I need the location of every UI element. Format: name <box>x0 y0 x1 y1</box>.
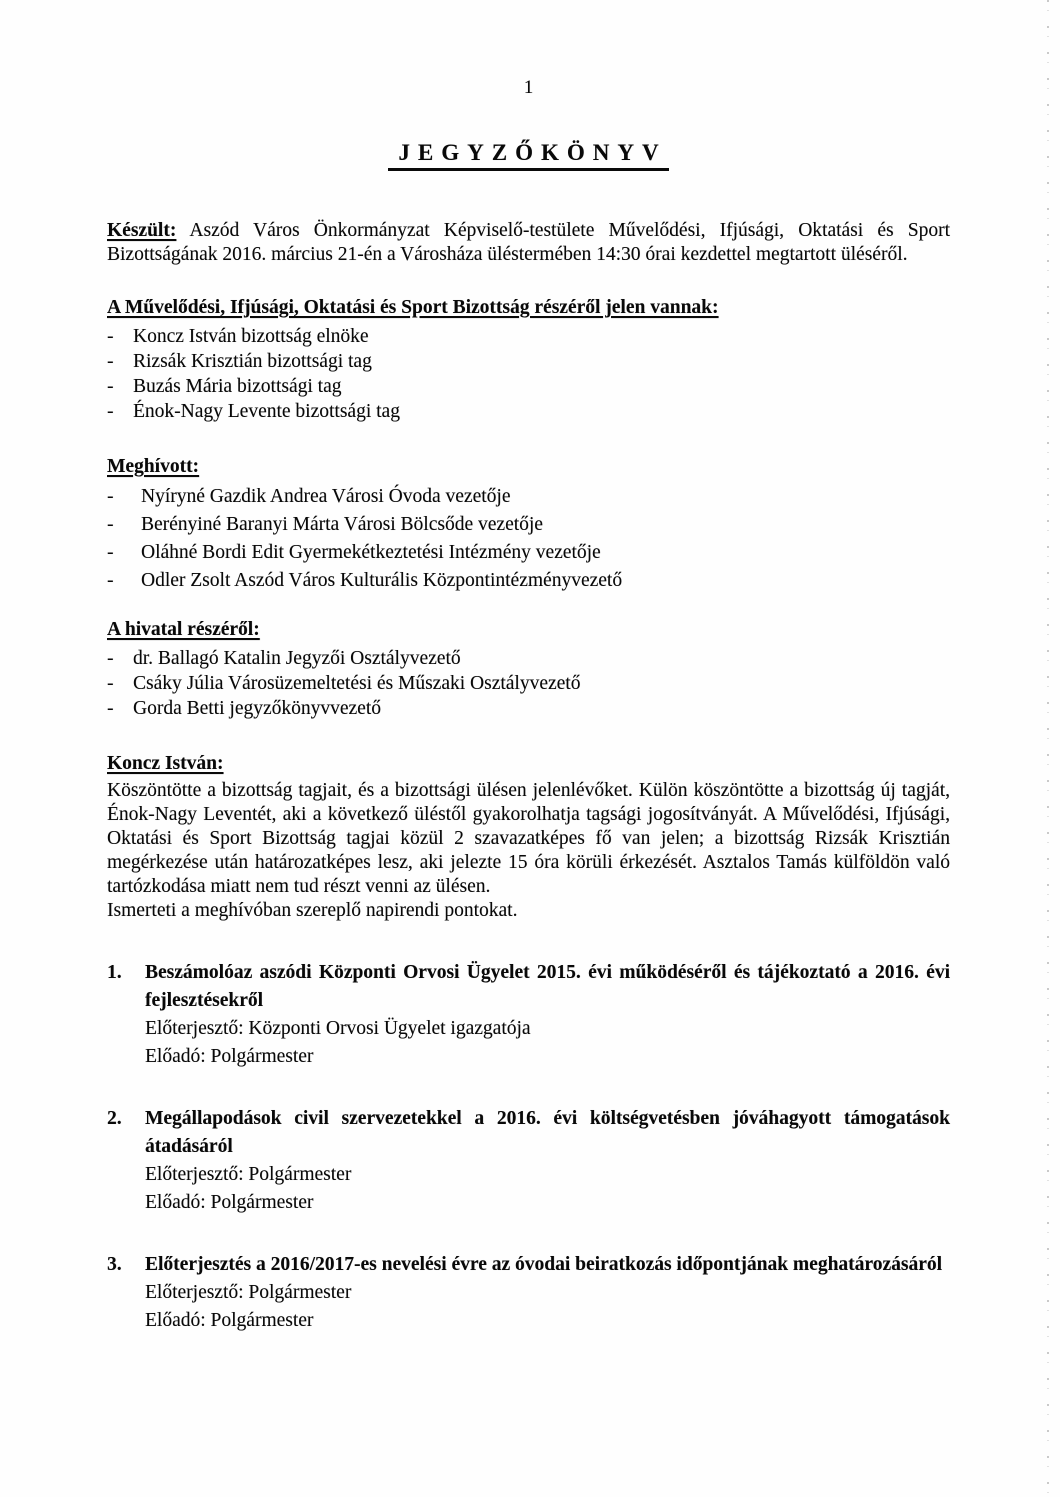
agenda-body <box>145 959 950 1071</box>
list-item-text: Oláhné Bordi Edit Gyermekétkeztetési Intézmény vezetője <box>141 542 601 563</box>
agenda-lecturer: Előadó: Polgármester <box>145 1046 314 1067</box>
speech-note: Ismerteti a meghívóban szereplő napirendi pontokat. <box>107 900 518 921</box>
agenda-lecturer: Előadó: Polgármester <box>145 1310 314 1331</box>
document-title <box>107 140 950 171</box>
list-item-text: Rizsák Krisztián bizottsági tag <box>133 351 372 372</box>
list-item <box>107 483 950 511</box>
list-item <box>107 539 950 567</box>
list-item-text: Csáky Júlia Városüzemeltetési és Műszaki Osztályvezető <box>133 673 581 694</box>
list-item <box>107 374 950 399</box>
dash-marker: - <box>107 376 114 397</box>
list-item-text: Berényiné Baranyi Márta Városi Bölcsőde vezetője <box>141 514 543 535</box>
agenda-title: Előterjesztés a 2016/2017-es nevelési évre az óvodai beiratkozás időpontjának meghatározásáról <box>145 1254 943 1275</box>
dash-marker: - <box>107 542 114 563</box>
dash-marker: - <box>107 514 114 535</box>
list-item <box>107 349 950 374</box>
agenda-presenter: Előterjesztő: Központi Orvosi Ügyelet igazgatója <box>145 1018 531 1039</box>
list-item <box>107 671 950 696</box>
list-item-text: Koncz István bizottság elnöke <box>133 326 369 347</box>
agenda-presenter: Előterjesztő: Polgármester <box>145 1164 352 1185</box>
agenda-body <box>145 1251 950 1335</box>
intro-text: Aszód Város Önkormányzat Képviselő-testülete Művelődési, Ifjúsági, Oktatási és Sport Bizottságának 2016. március 21-én a Városháza üléstermében 14:30 órai kezdettel megtartott üléséről. <box>107 220 950 265</box>
invited-heading: Meghívott: <box>107 456 200 477</box>
agenda-title: Megállapodások civil szervezetekkel a 2016. évi költségvetésben jóváhagyott támogatások átadásáról <box>145 1108 950 1157</box>
dash-marker: - <box>107 698 114 719</box>
list-item-text: Énok-Nagy Levente bizottsági tag <box>133 401 400 422</box>
agenda-presenter: Előterjesztő: Polgármester <box>145 1282 352 1303</box>
scan-artifact-edge-line <box>1047 0 1049 1497</box>
agenda-number: 1. <box>107 962 122 983</box>
list-item <box>107 511 950 539</box>
list-item <box>107 646 950 671</box>
dash-marker: - <box>107 326 114 347</box>
intro-paragraph <box>107 219 950 267</box>
list-item-text: Buzás Mária bizottsági tag <box>133 376 342 397</box>
office-heading: A hivatal részéről: <box>107 619 260 640</box>
intro-label: Készült: <box>107 220 177 241</box>
dash-marker: - <box>107 570 114 591</box>
list-item-text: Gorda Betti jegyzőkönyvvezető <box>133 698 382 719</box>
list-item-text: dr. Ballagó Katalin Jegyzői Osztályvezető <box>133 648 461 669</box>
agenda-list <box>107 959 950 1335</box>
agenda-item-2 <box>107 1105 950 1217</box>
agenda-lecturer: Előadó: Polgármester <box>145 1192 314 1213</box>
dash-marker: - <box>107 401 114 422</box>
list-item <box>107 567 950 595</box>
dash-marker: - <box>107 673 114 694</box>
agenda-number: 3. <box>107 1254 122 1275</box>
agenda-title: Beszámolóaz aszódi Központi Orvosi Ügyelet 2015. évi működéséről és tájékoztató a 2016. évi fejlesztésekről <box>145 962 950 1011</box>
attendance-heading: A Művelődési, Ifjúsági, Oktatási és Sport Bizottság részéről jelen vannak: <box>107 297 719 318</box>
list-item-text: Odler Zsolt Aszód Város Kulturális Központintézményvezető <box>141 570 623 591</box>
invited-list <box>107 483 950 595</box>
dash-marker: - <box>107 486 114 507</box>
list-item <box>107 324 950 349</box>
agenda-item-3 <box>107 1251 950 1335</box>
office-list <box>107 646 950 721</box>
dash-marker: - <box>107 351 114 372</box>
agenda-body <box>145 1105 950 1217</box>
agenda-number: 2. <box>107 1108 122 1129</box>
dash-marker: - <box>107 648 114 669</box>
speaker-heading: Koncz István: <box>107 753 224 774</box>
document-title-text: JEGYZŐKÖNYV <box>388 140 668 171</box>
speech-paragraph: Köszöntötte a bizottság tagjait, és a bizottsági ülésen jelenlévőket. Külön köszöntötte a bizottság új tagját, Énok-Nagy Leventét, aki a következő üléstől gyakorolhatja tagsági jogosítványát. A Művelődési, Ifjúsági, Oktatási és Sport Bizottság tagjai közül 2 szavazatképes fő van jelen; a bizottság Rizsák Krisztián megérkezése után határozatképes lesz, aki jelezte 15 óra körüli érkezését. Asztalos Tamás külföldön való tartózkodása miatt nem tud részt venni az ülésen. <box>107 780 950 897</box>
page-number: 1 <box>523 77 534 98</box>
agenda-item-1 <box>107 959 950 1071</box>
list-item-text: Nyíryné Gazdik Andrea Városi Óvoda vezetője <box>141 486 511 507</box>
attendance-list <box>107 324 950 424</box>
list-item <box>107 696 950 721</box>
list-item <box>107 399 950 424</box>
